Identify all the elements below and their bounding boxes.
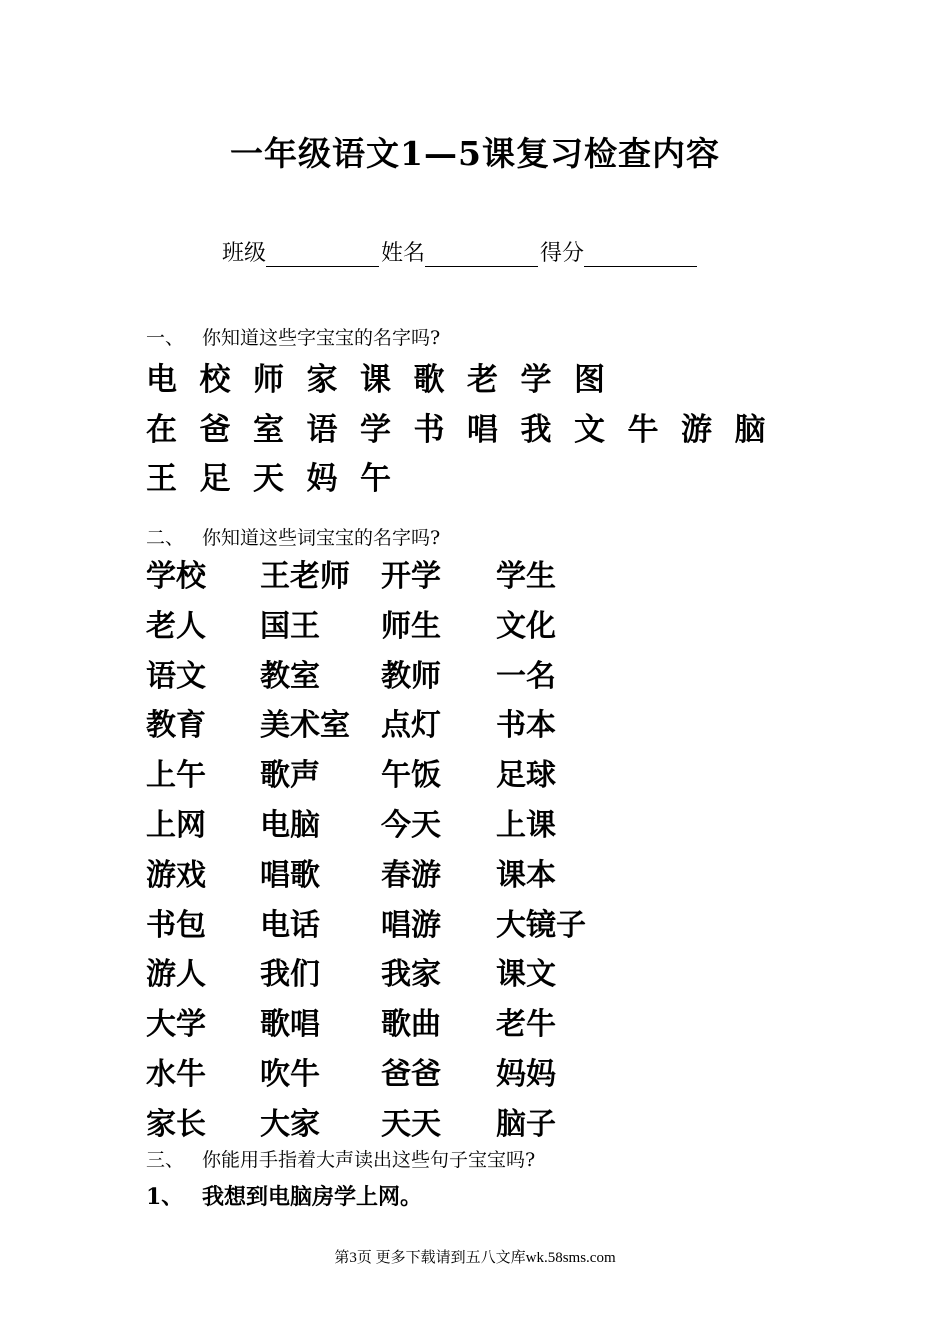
word: 唱游 [381, 907, 441, 943]
char: 书 [413, 412, 445, 448]
char: 课 [360, 362, 391, 398]
char: 足 [199, 461, 231, 497]
word: 我们 [260, 957, 320, 993]
word: 爸爸 [381, 1057, 441, 1092]
score-blank [584, 242, 697, 267]
word: 足球 [496, 758, 556, 794]
word: 师生 [381, 608, 441, 644]
char: 家 [306, 362, 338, 398]
sentence-text: 我想到电脑房学上网。 [202, 1184, 423, 1210]
char: 歌 [413, 362, 445, 398]
char: 文 [574, 412, 605, 448]
score-label: 得分 [540, 241, 585, 266]
word: 今天 [381, 808, 441, 843]
char-row-3 [146, 453, 414, 498]
char: 午 [360, 461, 391, 497]
word: 天天 [381, 1106, 441, 1142]
word: 唱歌 [260, 857, 320, 893]
word: 吹牛 [260, 1057, 320, 1092]
word: 游戏 [146, 857, 206, 893]
word: 上课 [496, 808, 556, 843]
word: 家长 [146, 1106, 206, 1142]
word: 上网 [146, 808, 206, 843]
section-3-number: 三、 [146, 1149, 185, 1171]
char: 爸 [199, 412, 231, 448]
char: 老 [467, 362, 498, 398]
word: 文化 [496, 608, 556, 644]
section-2-number: 二、 [146, 527, 185, 549]
char: 脑 [734, 412, 766, 448]
word: 歌声 [260, 758, 320, 794]
word: 王老师 [260, 559, 350, 594]
char: 语 [306, 412, 338, 448]
word: 点灯 [381, 708, 441, 744]
section-3-heading [146, 1145, 535, 1172]
word: 妈妈 [496, 1057, 556, 1092]
word: 课本 [496, 857, 556, 893]
word: 课文 [496, 957, 556, 993]
word: 语文 [146, 658, 206, 694]
char: 牛 [627, 412, 659, 448]
char: 校 [199, 362, 231, 398]
word: 脑子 [496, 1106, 556, 1142]
char: 游 [681, 412, 712, 448]
page-footer: 第3页 更多下载请到五八文库wk.58sms.com [334, 1250, 616, 1266]
word: 大家 [260, 1106, 320, 1142]
char: 我 [520, 412, 552, 448]
word: 电脑 [260, 808, 320, 843]
word: 教育 [146, 708, 206, 744]
class-label: 班级 [222, 241, 267, 266]
word: 歌唱 [260, 1007, 320, 1043]
section-1-number: 一、 [146, 327, 185, 349]
char: 学 [360, 412, 391, 448]
word: 游人 [146, 957, 206, 993]
class-blank [266, 242, 379, 267]
section-2-heading [146, 523, 440, 550]
word: 美术室 [260, 708, 350, 744]
name-blank [425, 242, 538, 267]
word: 书包 [146, 907, 206, 943]
word: 书本 [496, 708, 556, 744]
char-row-1 [146, 354, 628, 399]
word: 我家 [381, 957, 441, 993]
word: 老人 [146, 608, 206, 644]
char: 王 [146, 461, 177, 497]
word: 水牛 [146, 1057, 206, 1092]
char: 师 [253, 362, 284, 398]
char: 天 [253, 461, 284, 497]
char: 室 [253, 412, 284, 448]
word: 大镜子 [496, 907, 586, 943]
word: 春游 [381, 857, 441, 893]
char: 在 [146, 412, 177, 448]
char: 学 [520, 362, 552, 398]
page-title: 一年级语文1—5课复习检查内容 [230, 134, 720, 173]
word: 学生 [496, 559, 556, 594]
word: 电话 [260, 907, 320, 943]
word: 歌曲 [381, 1007, 441, 1043]
word: 大学 [146, 1007, 206, 1043]
word: 一名 [496, 658, 556, 694]
section-1-title: 你知道这些字宝宝的名字吗? [202, 327, 441, 349]
section-2-title: 你知道这些词宝宝的名字吗? [202, 527, 441, 549]
word: 教室 [260, 658, 320, 694]
char-row-2 [146, 404, 788, 449]
word: 上午 [146, 758, 206, 794]
word: 开学 [381, 559, 441, 594]
char: 电 [146, 362, 177, 398]
word: 国王 [260, 608, 320, 644]
name-label: 姓名 [381, 241, 426, 266]
section-1-heading [146, 323, 440, 350]
student-info-line [222, 236, 699, 267]
sentence-1 [146, 1180, 422, 1211]
char: 唱 [467, 412, 498, 448]
word: 教师 [381, 658, 441, 694]
word: 学校 [146, 559, 206, 594]
word: 老牛 [496, 1007, 556, 1043]
word: 午饭 [381, 758, 441, 794]
sentence-number: 1、 [146, 1184, 184, 1210]
section-3-title: 你能用手指着大声读出这些句子宝宝吗? [202, 1149, 536, 1171]
char: 妈 [306, 461, 338, 497]
char: 图 [574, 362, 605, 398]
